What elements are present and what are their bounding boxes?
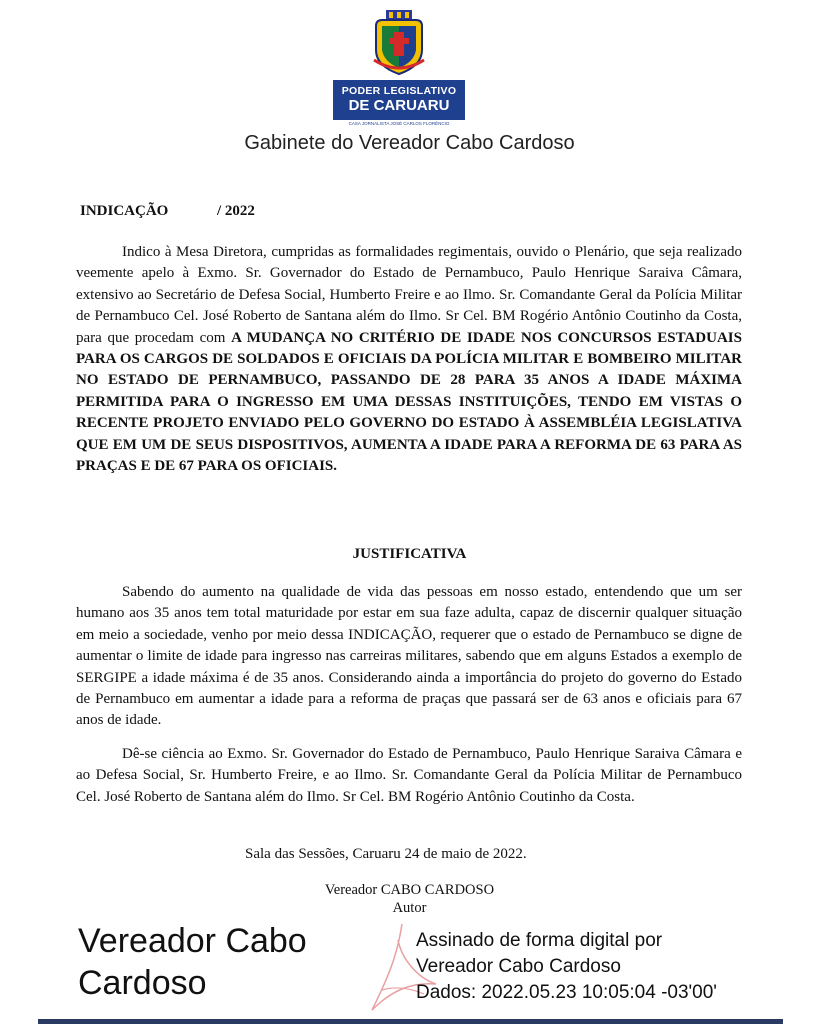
signer-name: Vereador CABO CARDOSO [324, 882, 495, 898]
indication-paragraph [76, 242, 742, 477]
logo-line2: DE CARUARU [348, 96, 450, 114]
indication-bold-text: A MUDANÇA NO CRITÉRIO DE IDADE NOS CONCURSOS ESTADUAIS PARA OS CARGOS DE SOLDADOS E OFICIAIS DA POLÍCIA MILITAR E BOMBEIRO MILITAR NO ESTADO DE PERNAMBUCO, PASSANDO DE 28 PARA 35 ANOS A IDADE MÁXIMA PERMITIDA PARA O INGRESSO EM UMA DESSAS INSTITUIÇÕES, TENDO EM VISTAS O RECENTE PROJETO ENVIADO PELO GOVERNO DO ESTADO À ASSEMBLÉIA LEGISLATIVA QUE EM UM DE SEUS DISPOSITIVOS, AUMENTA A IDADE PARA A REFORMA DE 63 PARA AS PRAÇAS E DE 67 PARA OS OFICIAIS. [76, 329, 742, 475]
office-title: Gabinete do Vereador Cabo Cardoso [244, 132, 575, 154]
digital-signature-details [416, 928, 717, 1006]
notice-paragraph: Dê-se ciência ao Exmo. Sr. Governador do Estado de Pernambuco, Paulo Henrique Saraiva Câmara e ao Defesa Social, Sr. Humberto Freire, e ao Ilmo. Sr. Comandante Geral da Polícia Militar de Pernambuco Cel. José Roberto de Santana além do Ilmo. Sr Cel. BM Rogério Antônio Coutinho da Costa. [76, 746, 742, 805]
digital-signature-line2: Vereador Cabo Cardoso [416, 956, 621, 977]
logo-subtitle: CASA JORNALISTA JOSÉ CARLOS FLORÊNCIO [348, 121, 450, 126]
justificativa-heading: JUSTIFICATIVA [352, 546, 467, 562]
signature-name-line2: Cardoso [78, 964, 207, 1002]
logo-banner [333, 80, 465, 120]
indication-text: Indico à Mesa Diretora, cumpridas as formalidades regimentais, ouvido o Plenário, que seja realizado veemente apelo à Exmo. Sr. Governador do Estado de Pernambuco, Paulo Henrique Saraiva Câmara, extensivo ao Secretário de Defesa Social, Humberto Freire e ao Ilmo. Sr. Comandante Geral da Polícia Militar de Pernambuco Cel. José Roberto de Santana além do Ilmo. Sr Cel. BM Rogério Antônio Coutinho da Costa, para que procedam com [76, 244, 742, 346]
logo-line1: PODER LEGISLATIVO [341, 85, 457, 97]
digital-signature-line3: Dados: 2022.05.23 10:05:04 -03'00' [416, 982, 717, 1003]
signature-name-line1: Vereador Cabo [78, 922, 307, 960]
digital-signature-line1: Assinado de forma digital por [416, 930, 663, 951]
justification-paragraph: Sabendo do aumento na qualidade de vida das pessoas em nosso estado, entendendo que um ser humano aos 35 anos tem total maturidade por estar em sua faze adulta, capaz de discernir qualquer situação em meio a sociedade, venho por meio dessa INDICAÇÃO, requerer que o estado de Pernambuco se digne de aumentar o limite de idade para ingresso nas carreiras militares, sabendo que em alguns Estados a exemplo de SERGIPE a idade máxima é de 35 anos. Considerando ainda a importância do projeto do governo do Estado de Pernambuco em aumentar a idade para a reforma de praças que passará ser de 63 anos e oficiais para 67 anos de idade. [76, 584, 742, 729]
indicacao-label: INDICAÇÃO [80, 203, 169, 219]
session-date: Sala das Sessões, Caruaru 24 de maio de 2022. [245, 846, 527, 862]
chamber-logo [333, 8, 465, 126]
coat-of-arms-icon [372, 10, 426, 76]
signer-role: Autor [392, 900, 427, 916]
signature-name-block [78, 920, 378, 1004]
bottom-divider [38, 1019, 783, 1024]
indicacao-number: / 2022 [217, 203, 255, 219]
